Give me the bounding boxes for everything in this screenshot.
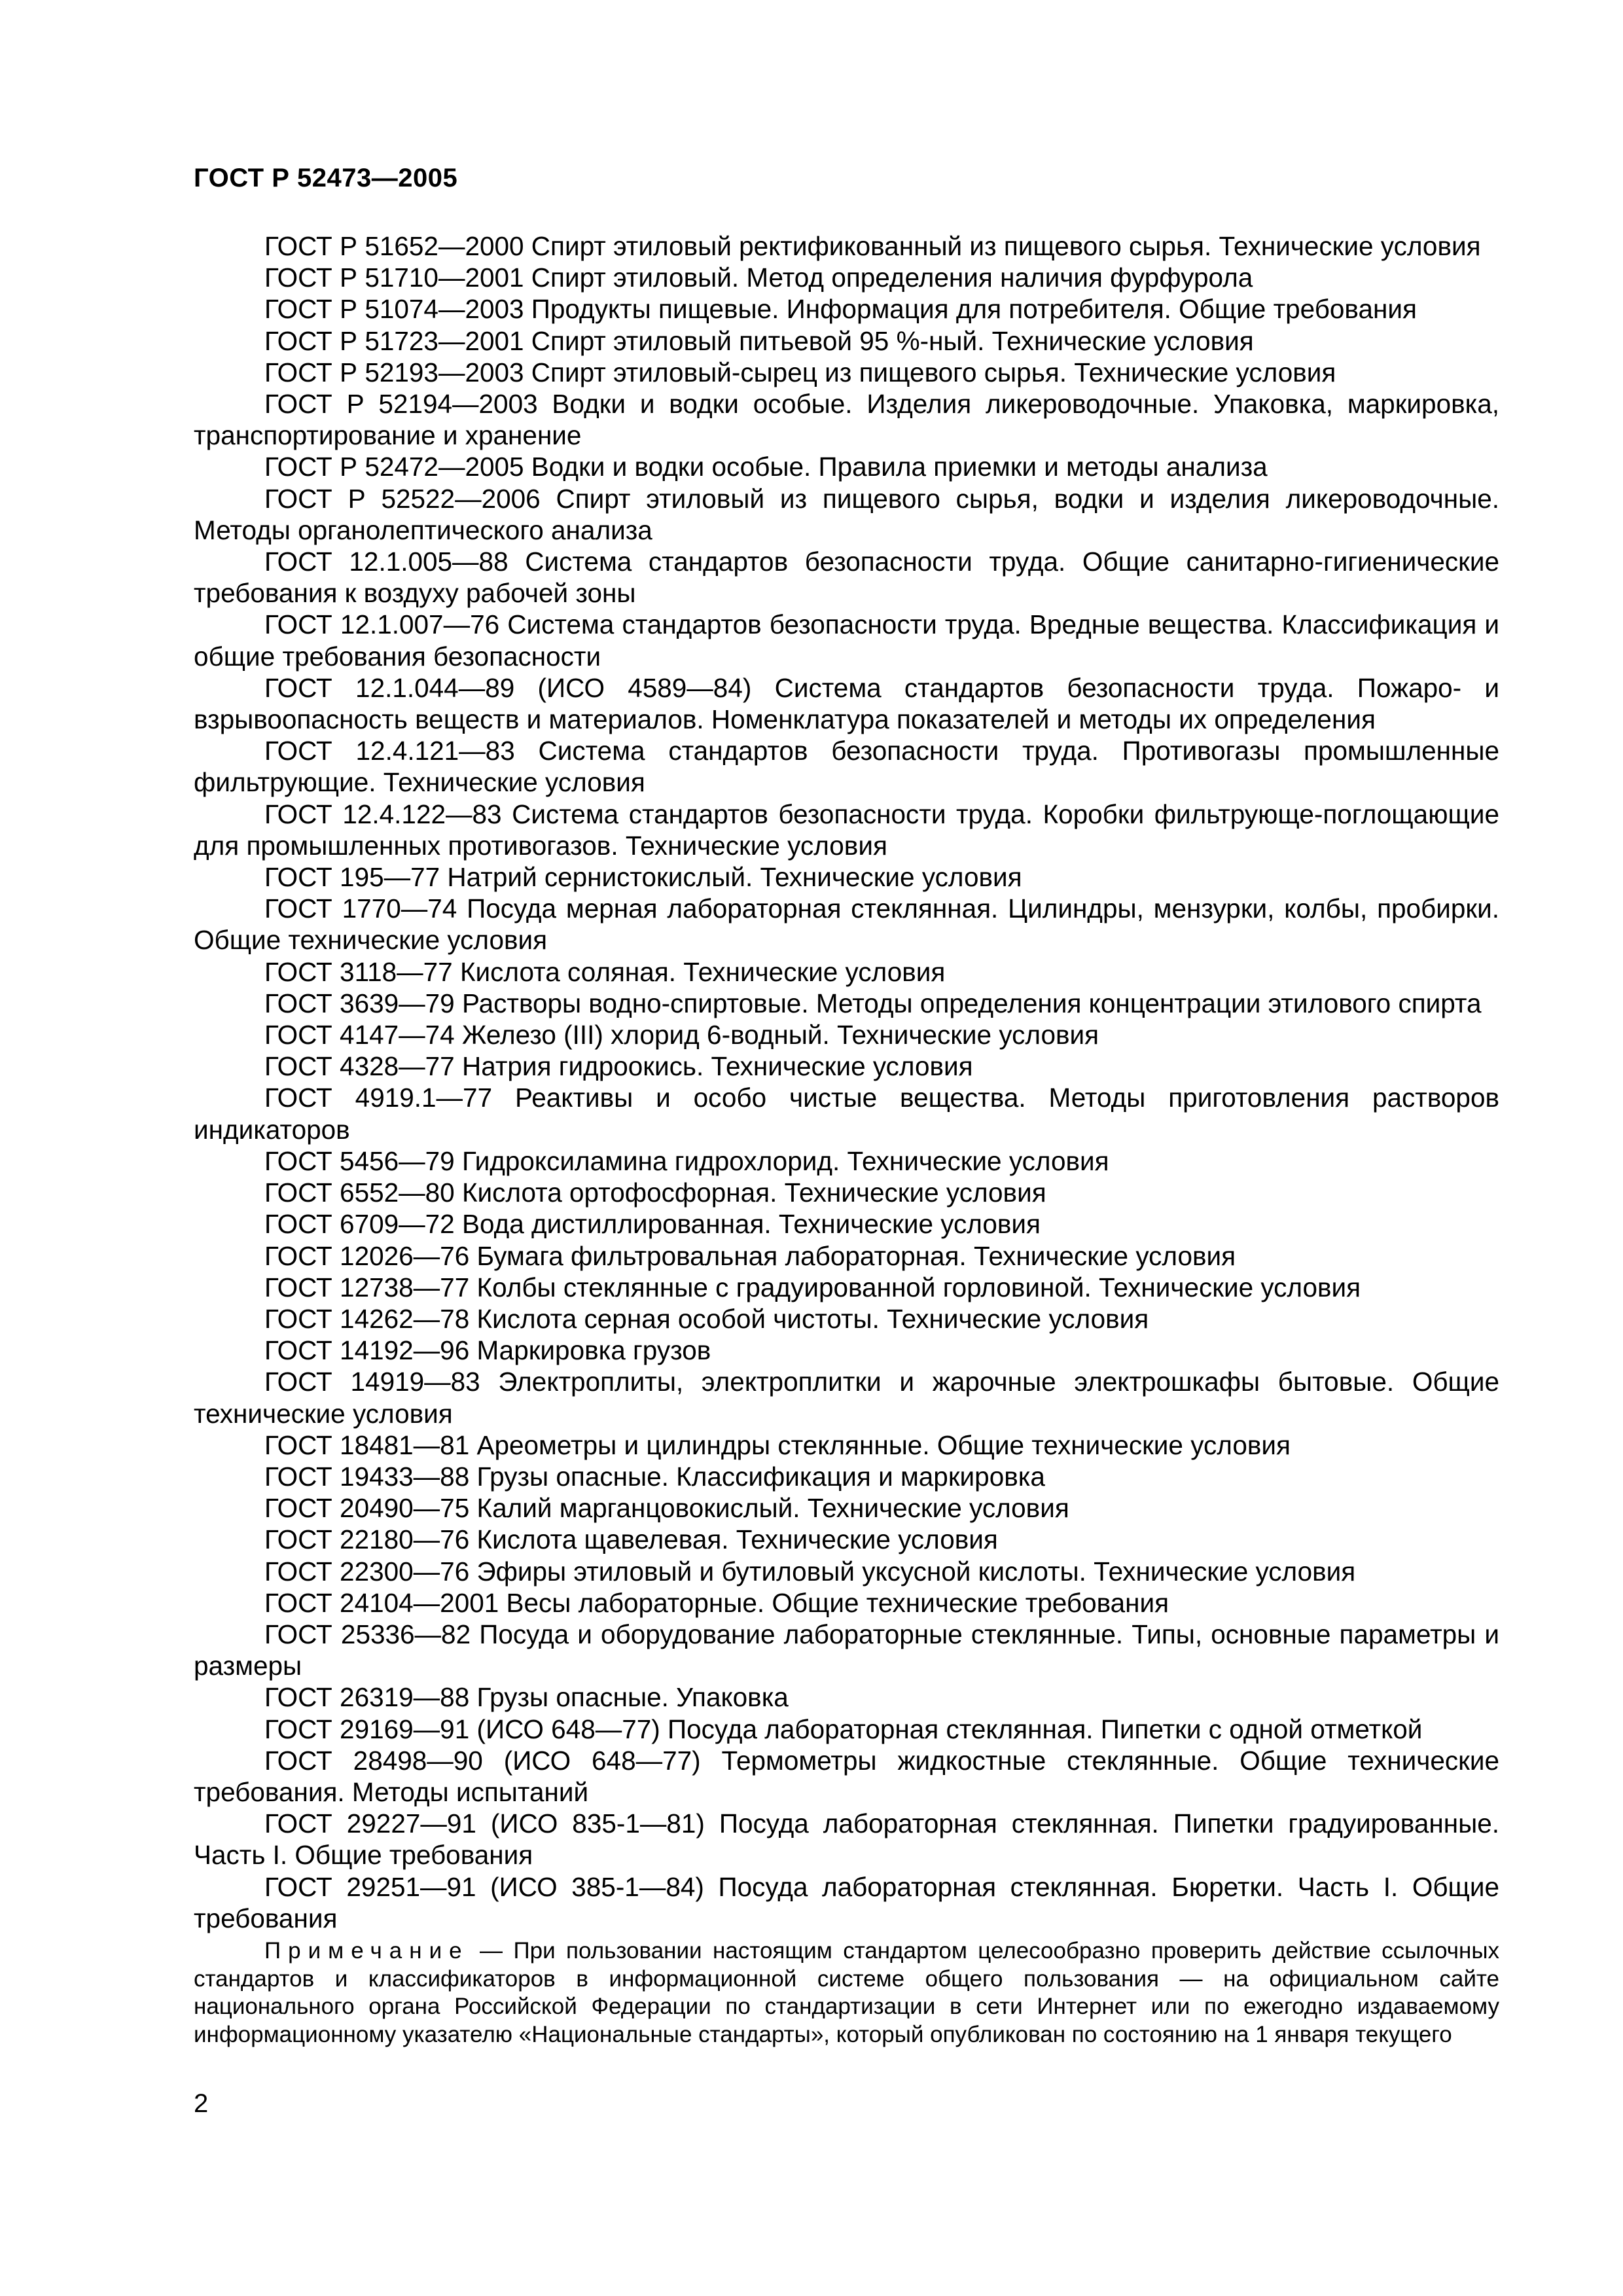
reference-item: ГОСТ 29251—91 (ИСО 385-1—84) Посуда лабораторная стеклянная. Бюретки. Часть I. Общие требования bbox=[194, 1871, 1499, 1933]
reference-item: ГОСТ Р 52193—2003 Спирт этиловый-сырец из пищевого сырья. Технические условия bbox=[264, 357, 1336, 387]
note-label: Примечание bbox=[264, 1938, 469, 1964]
reference-item: ГОСТ 12.1.044—89 (ИСО 4589—84) Система стандартов безопасности труда. Пожаро- и взрывоопасность веществ и материалов. Номенклатура показателей и методы их определения bbox=[194, 672, 1499, 735]
reference-item: ГОСТ 29169—91 (ИСО 648—77) Посуда лабораторная стеклянная. Пипетки с одной отметкой bbox=[264, 1713, 1423, 1744]
reference-item: ГОСТ 195—77 Натрий сернистокислый. Технические условия bbox=[264, 862, 1022, 893]
reference-item: ГОСТ 22180—76 Кислота щавелевая. Технические условия bbox=[264, 1524, 998, 1555]
normative-references-list bbox=[194, 230, 1499, 1934]
reference-item: ГОСТ Р 51652—2000 Спирт этиловый ректификованный из пищевого сырья. Технические условия bbox=[264, 231, 1481, 261]
reference-item: ГОСТ Р 51723—2001 Спирт этиловый питьевой 95 %-ный. Технические условия bbox=[264, 325, 1254, 356]
reference-item: ГОСТ 19433—88 Грузы опасные. Классификация и маркировка bbox=[264, 1461, 1045, 1492]
reference-item: ГОСТ 28498—90 (ИСО 648—77) Термометры жидкостные стеклянные. Общие технические требования. Методы испытаний bbox=[194, 1745, 1499, 1807]
reference-item: ГОСТ Р 51710—2001 Спирт этиловый. Метод определения наличия фурфурола bbox=[264, 262, 1253, 293]
reference-item: ГОСТ 12.1.005—88 Система стандартов безопасности труда. Общие санитарно-гигиенические требования к воздуху рабочей зоны bbox=[194, 547, 1499, 609]
reference-item: ГОСТ 3118—77 Кислота соляная. Технические условия bbox=[264, 956, 946, 987]
reference-item: ГОСТ 4328—77 Натрия гидроокись. Технические условия bbox=[264, 1051, 973, 1082]
note-paragraph bbox=[194, 1937, 1499, 2049]
note-text: — При пользовании настоящим стандартом целесообразно проверить действие ссылочных стандартов и классификаторов в информационной системе общего пользования — на официальном сайте национального органа Российской Федерации по стандартизации в сети Интернет или по ежегодно издаваемому информационному указателю «Национальные стандарты», который опубликован по состоянию на 1 января текущего bbox=[194, 1938, 1499, 2047]
reference-item: ГОСТ 3639—79 Растворы водно-спиртовые. Методы определения концентрации этилового спирта bbox=[264, 988, 1482, 1018]
document-header: ГОСТ Р 52473—2005 bbox=[194, 164, 458, 192]
reference-item: ГОСТ 12738—77 Колбы стеклянные с градуированной горловиной. Технические условия bbox=[264, 1272, 1361, 1302]
reference-item: ГОСТ 4147—74 Железо (III) хлорид 6-водный. Технические условия bbox=[264, 1020, 1099, 1050]
page-number: 2 bbox=[194, 2089, 209, 2118]
reference-item: ГОСТ 12.4.121—83 Система стандартов безопасности труда. Противогазы промышленные фильтрующие. Технические условия bbox=[194, 736, 1499, 798]
reference-item: ГОСТ Р 52522—2006 Спирт этиловый из пищевого сырья, водки и изделия ликероводочные. Методы органолептического анализа bbox=[194, 483, 1499, 545]
reference-item: ГОСТ Р 52194—2003 Водки и водки особые. Изделия ликероводочные. Упаковка, маркировка, транспортирование и хранение bbox=[194, 389, 1499, 451]
reference-item: ГОСТ 20490—75 Калий марганцовокислый. Технические условия bbox=[264, 1493, 1069, 1524]
reference-item: ГОСТ 26319—88 Грузы опасные. Упаковка bbox=[264, 1682, 789, 1713]
reference-item: ГОСТ 14192—96 Маркировка грузов bbox=[264, 1335, 711, 1366]
reference-item: ГОСТ 22300—76 Эфиры этиловый и бутиловый уксусной кислоты. Технические условия bbox=[264, 1556, 1356, 1587]
reference-item: ГОСТ 14262—78 Кислота серная особой чистоты. Технические условия bbox=[264, 1303, 1149, 1334]
reference-item: ГОСТ 6709—72 Вода дистиллированная. Технические условия bbox=[264, 1209, 1041, 1240]
reference-item: ГОСТ 1770—74 Посуда мерная лабораторная стеклянная. Цилиндры, мензурки, колбы, пробирки. Общие технические условия bbox=[194, 893, 1499, 956]
reference-item: ГОСТ 24104—2001 Весы лабораторные. Общие технические требования bbox=[264, 1587, 1169, 1618]
reference-item: ГОСТ 12.1.007—76 Система стандартов безопасности труда. Вредные вещества. Классификация и общие требования безопасности bbox=[194, 609, 1499, 672]
reference-item: ГОСТ 12.4.122—83 Система стандартов безопасности труда. Коробки фильтрующе-поглощающие для промышленных противогазов. Технические условия bbox=[194, 798, 1499, 861]
reference-item: ГОСТ 18481—81 Ареометры и цилиндры стеклянные. Общие технические условия bbox=[264, 1429, 1291, 1460]
reference-item: ГОСТ 25336—82 Посуда и оборудование лабораторные стеклянные. Типы, основные параметры и размеры bbox=[194, 1619, 1499, 1681]
reference-item: ГОСТ 12026—76 Бумага фильтровальная лабораторная. Технические условия bbox=[264, 1240, 1236, 1271]
reference-item: ГОСТ 6552—80 Кислота ортофосфорная. Технические условия bbox=[264, 1177, 1046, 1208]
reference-item: ГОСТ 4919.1—77 Реактивы и особо чистые вещества. Методы приготовления растворов индикаторов bbox=[194, 1083, 1499, 1145]
reference-item: ГОСТ Р 51074—2003 Продукты пищевые. Информация для потребителя. Общие требования bbox=[264, 294, 1417, 325]
reference-item: ГОСТ 14919—83 Электроплиты, электроплитки и жарочные электрошкафы бытовые. Общие технические условия bbox=[194, 1367, 1499, 1429]
reference-item: ГОСТ 5456—79 Гидроксиламина гидрохлорид. Технические условия bbox=[264, 1145, 1109, 1176]
reference-item: ГОСТ Р 52472—2005 Водки и водки особые. Правила приемки и методы анализа bbox=[264, 452, 1268, 482]
reference-item: ГОСТ 29227—91 (ИСО 835-1—81) Посуда лабораторная стеклянная. Пипетки градуированные. Часть I. Общие требования bbox=[194, 1808, 1499, 1871]
